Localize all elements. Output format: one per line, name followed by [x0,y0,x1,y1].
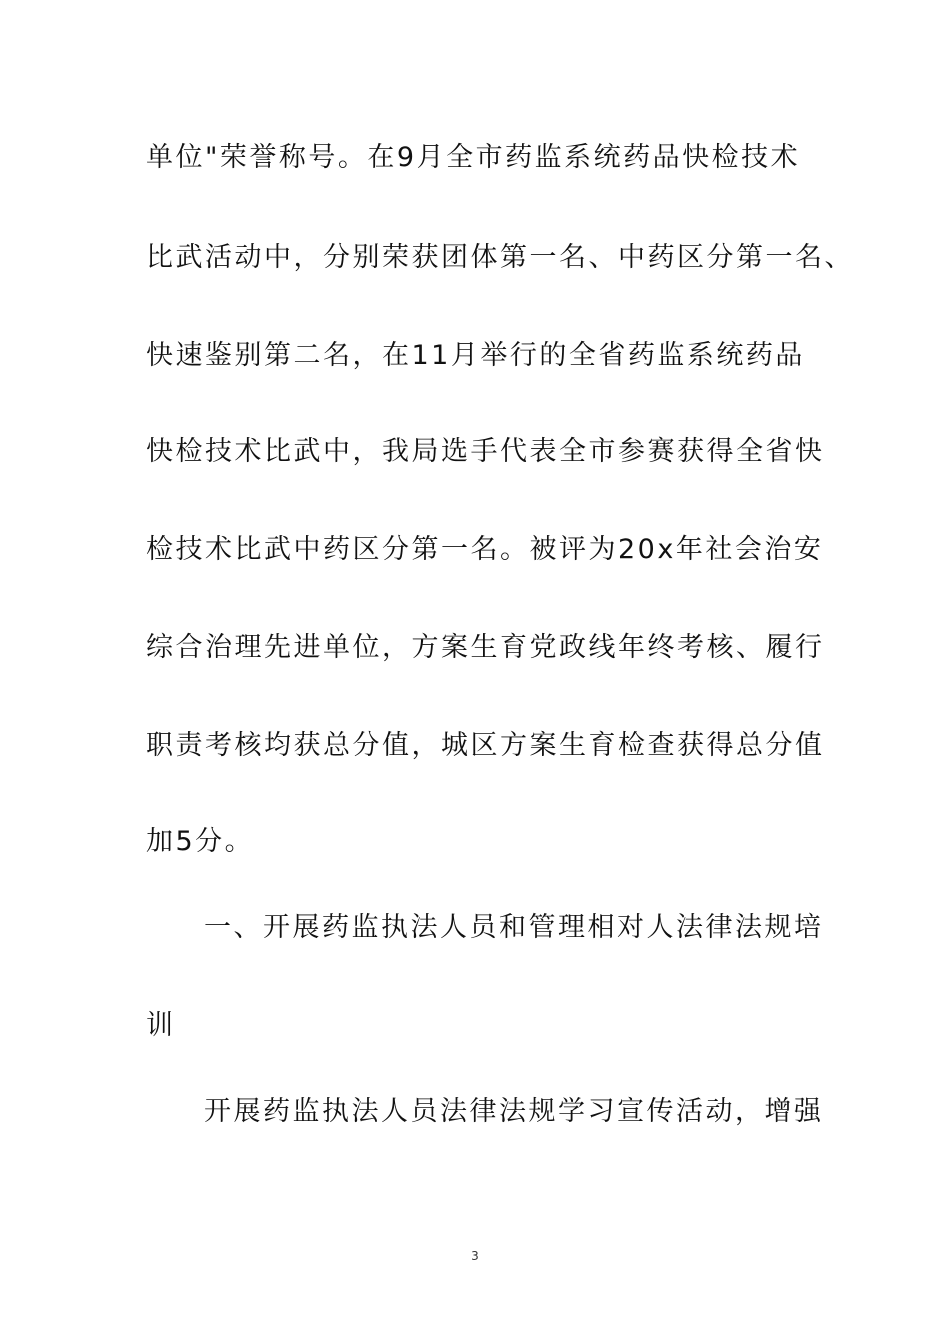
body-text-line: 职责考核均获总分值，城区方案生育检查获得总分值 [146,730,825,761]
body-text-line: 单位"荣誉称号。在9月全市药监系统药品快检技术 [146,142,801,173]
body-text-line: 比武活动中，分别荣获团体第一名、中药区分第一名、 [146,242,854,273]
body-text-line: 检技术比武中药区分第一名。被评为20x年社会治安 [146,534,824,565]
section-heading-continued: 训 [146,1010,176,1041]
page-number: 3 [471,1249,479,1263]
body-text-line: 综合治理先进单位，方案生育党政线年终考核、履行 [146,632,825,663]
paragraph-first-line: 开展药监执法人员法律法规学习宣传活动，增强 [204,1096,824,1127]
section-heading: 一、开展药监执法人员和管理相对人法律法规培 [204,912,824,943]
body-text-line: 加5分。 [146,826,255,857]
body-text-line: 快速鉴别第二名，在11月举行的全省药监系统药品 [146,340,805,371]
body-text-line: 快检技术比武中，我局选手代表全市参赛获得全省快 [146,436,825,467]
